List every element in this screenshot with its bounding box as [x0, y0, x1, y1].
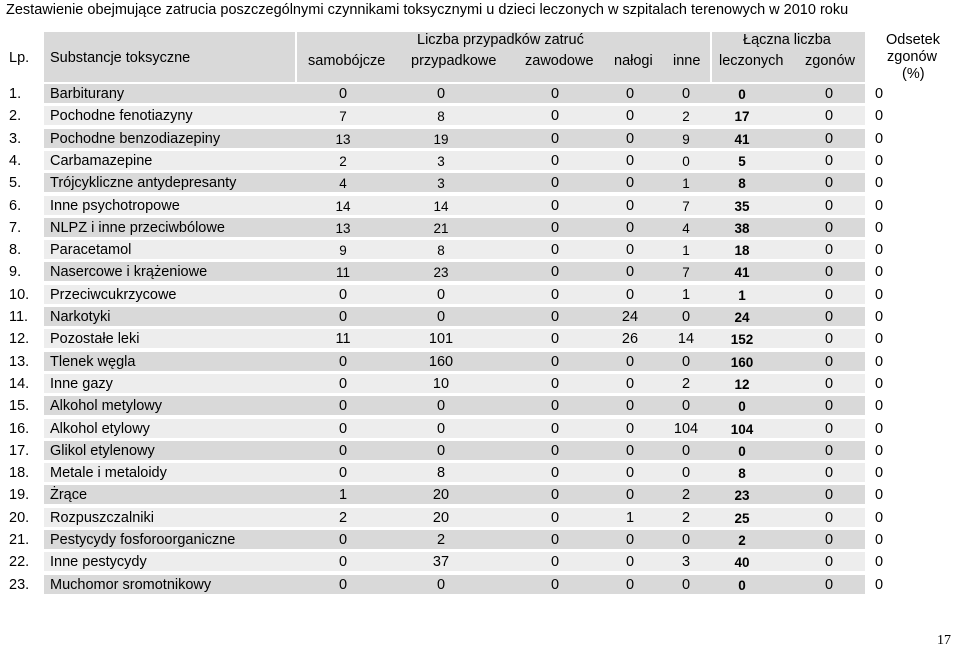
cell-zawodowe: 0: [550, 465, 560, 481]
cell-samobojcze: 0: [338, 443, 348, 459]
cell-zgonow: 0: [824, 108, 834, 124]
cell-zawodowe: 0: [550, 398, 560, 414]
cell-odsetek: 0: [874, 309, 884, 325]
cell-przypadkowe: 3: [437, 176, 445, 191]
cell-zgonow: 0: [824, 532, 834, 548]
cell-zawodowe: 0: [550, 487, 560, 503]
cell-inne: 2: [681, 487, 691, 503]
cell-przypadkowe: 8: [437, 243, 445, 258]
cell-leczonych: 2: [738, 533, 746, 548]
cell-nalogi: 0: [625, 220, 635, 236]
cell-zawodowe: 0: [550, 131, 560, 147]
cell-zgonow: 0: [824, 287, 834, 303]
cell-zgonow: 0: [824, 242, 834, 258]
cell-leczonych: 160: [730, 355, 754, 370]
cell-zawodowe: 0: [550, 287, 560, 303]
cell-inne: 2: [681, 376, 691, 392]
cell-leczonych: 41: [734, 132, 750, 147]
cell-odsetek: 0: [874, 264, 884, 280]
cell-nalogi: 0: [625, 131, 635, 147]
table-row: [0, 374, 960, 394]
cell-odsetek: 0: [874, 421, 884, 437]
cell-odsetek: 0: [874, 554, 884, 570]
cell-odsetek: 0: [874, 131, 884, 147]
substance-name: Żrące: [50, 487, 88, 503]
cell-zawodowe: 0: [550, 421, 560, 437]
header-col-accidental: przypadkowe: [411, 53, 497, 69]
cell-leczonych: 23: [734, 488, 750, 503]
substance-name: Pestycydy fosforoorganiczne: [50, 532, 236, 548]
cell-zgonow: 0: [824, 465, 834, 481]
row-number: 3.: [9, 131, 22, 147]
cell-leczonych: 18: [734, 243, 750, 258]
table-row: [0, 329, 960, 349]
cell-leczonych: 40: [734, 555, 750, 570]
row-number: 8.: [9, 242, 22, 258]
row-number: 6.: [9, 198, 22, 214]
cell-odsetek: 0: [874, 487, 884, 503]
cell-zgonow: 0: [824, 510, 834, 526]
row-number: 20.: [9, 510, 30, 526]
cell-zgonow: 0: [824, 175, 834, 191]
cell-przypadkowe: 21: [433, 221, 449, 236]
cell-nalogi: 0: [625, 487, 635, 503]
cell-przypadkowe: 3: [437, 154, 445, 169]
cell-nalogi: 24: [621, 309, 639, 325]
cell-nalogi: 0: [625, 175, 635, 191]
cell-inne: 4: [682, 221, 690, 236]
substance-name: Inne pestycydy: [50, 554, 147, 570]
cell-zawodowe: 0: [550, 532, 560, 548]
header-col-other: inne: [673, 53, 701, 69]
cell-zawodowe: 0: [550, 309, 560, 325]
cell-nalogi: 0: [625, 465, 635, 481]
table-row: [0, 463, 960, 483]
cell-nalogi: 0: [625, 108, 635, 124]
cell-odsetek: 0: [874, 398, 884, 414]
cell-zawodowe: 0: [550, 198, 560, 214]
cell-leczonych: 17: [734, 109, 750, 124]
cell-inne: 14: [677, 331, 695, 347]
substance-name: Metale i metaloidy: [50, 465, 167, 481]
cell-zgonow: 0: [824, 376, 834, 392]
cell-samobojcze: 9: [339, 243, 347, 258]
cell-przypadkowe: 8: [437, 109, 445, 124]
row-number: 15.: [9, 398, 30, 414]
header-substance: Substancje toksyczne: [50, 50, 191, 66]
cell-inne: 0: [681, 309, 691, 325]
cell-odsetek: 0: [874, 532, 884, 548]
cell-odsetek: 0: [874, 465, 884, 481]
cell-leczonych: 152: [730, 332, 754, 347]
cell-zgonow: 0: [824, 554, 834, 570]
cell-inne: 0: [681, 354, 691, 370]
table-row: [0, 352, 960, 372]
cell-przypadkowe: 10: [432, 376, 450, 392]
cell-nalogi: 0: [625, 532, 635, 548]
substance-name: Carbamazepine: [50, 153, 153, 169]
cell-zawodowe: 0: [550, 554, 560, 570]
cell-samobojcze: 2: [338, 510, 348, 526]
cell-zgonow: 0: [824, 198, 834, 214]
table-row: [0, 173, 960, 193]
table-row: [0, 441, 960, 461]
cell-samobojcze: 0: [338, 376, 348, 392]
cell-nalogi: 0: [625, 398, 635, 414]
cell-inne: 2: [681, 510, 691, 526]
substance-name: Narkotyki: [50, 309, 111, 325]
cell-odsetek: 0: [874, 376, 884, 392]
cell-inne: 1: [682, 243, 690, 258]
substance-name: Alkohol metylowy: [50, 398, 163, 414]
table-row: [0, 218, 960, 238]
cell-odsetek: 0: [874, 443, 884, 459]
table-row: [0, 196, 960, 216]
table-row: [0, 285, 960, 305]
cell-odsetek: 0: [874, 86, 884, 102]
row-number: 1.: [9, 86, 22, 102]
cell-przypadkowe: 0: [436, 398, 446, 414]
cell-zawodowe: 0: [550, 175, 560, 191]
cell-samobojcze: 0: [338, 532, 348, 548]
row-number: 22.: [9, 554, 30, 570]
table-row: [0, 106, 960, 126]
substance-name: Pochodne benzodiazepiny: [50, 131, 221, 147]
header-col-treated: leczonych: [719, 53, 784, 69]
row-number: 14.: [9, 376, 30, 392]
row-number: 2.: [9, 108, 22, 124]
cell-przypadkowe: 0: [436, 86, 446, 102]
row-number: 21.: [9, 532, 30, 548]
header-group-cases: Liczba przypadków zatruć: [417, 32, 584, 48]
cell-inne: 0: [681, 443, 691, 459]
cell-samobojcze: 0: [338, 465, 348, 481]
substance-name: Pochodne fenotiazyny: [50, 108, 193, 124]
table-row: [0, 485, 960, 505]
cell-samobojcze: 11: [335, 265, 350, 280]
cell-odsetek: 0: [874, 510, 884, 526]
cell-zgonow: 0: [824, 443, 834, 459]
cell-zgonow: 0: [824, 220, 834, 236]
table-row: [0, 530, 960, 550]
cell-zawodowe: 0: [550, 220, 560, 236]
substance-name: Trójcykliczne antydepresanty: [50, 175, 237, 191]
cell-leczonych: 1: [738, 288, 746, 303]
cell-odsetek: 0: [874, 220, 884, 236]
row-number: 4.: [9, 153, 22, 169]
cell-nalogi: 0: [625, 554, 635, 570]
cell-nalogi: 0: [625, 443, 635, 459]
cell-zawodowe: 0: [550, 510, 560, 526]
cell-leczonych: 8: [738, 466, 746, 481]
cell-inne: 0: [682, 154, 690, 169]
cell-leczonych: 12: [734, 377, 750, 392]
cell-inne: 7: [682, 199, 690, 214]
cell-inne: 0: [681, 532, 691, 548]
cell-przypadkowe: 37: [432, 554, 450, 570]
cell-zawodowe: 0: [550, 153, 560, 169]
cell-przypadkowe: 23: [433, 265, 449, 280]
header-pct-line2: zgonów: [887, 49, 937, 65]
cell-samobojcze: 14: [335, 199, 351, 214]
cell-przypadkowe: 0: [436, 309, 446, 325]
cell-nalogi: 1: [625, 510, 635, 526]
cell-leczonych: 35: [734, 199, 750, 214]
cell-zawodowe: 0: [550, 108, 560, 124]
cell-zawodowe: 0: [550, 443, 560, 459]
cell-zgonow: 0: [824, 309, 834, 325]
cell-zgonow: 0: [824, 398, 834, 414]
cell-zgonow: 0: [824, 421, 834, 437]
cell-samobojcze: 0: [338, 309, 348, 325]
cell-zawodowe: 0: [550, 264, 560, 280]
substance-name: Barbiturany: [50, 86, 125, 102]
cell-przypadkowe: 160: [428, 354, 454, 370]
header-col-deaths: zgonów: [805, 53, 855, 69]
cell-samobojcze: 13: [335, 221, 351, 236]
substance-name: Pozostałe leki: [50, 331, 140, 347]
row-number: 19.: [9, 487, 30, 503]
cell-samobojcze: 4: [339, 176, 347, 191]
table-row: [0, 307, 960, 327]
cell-przypadkowe: 19: [433, 132, 449, 147]
cell-inne: 104: [673, 421, 699, 437]
cell-przypadkowe: 8: [436, 465, 446, 481]
cell-leczonych: 8: [738, 176, 746, 191]
cell-zawodowe: 0: [550, 354, 560, 370]
header-col-suicidal: samobójcze: [308, 53, 386, 69]
cell-leczonych: 104: [730, 422, 754, 437]
cell-inne: 0: [681, 577, 691, 593]
cell-zgonow: 0: [824, 331, 834, 347]
substance-name: Rozpuszczalniki: [50, 510, 154, 526]
table-row: [0, 84, 960, 104]
cell-zawodowe: 0: [550, 331, 560, 347]
substance-name: Inne gazy: [50, 376, 113, 392]
cell-odsetek: 0: [874, 175, 884, 191]
cell-odsetek: 0: [874, 108, 884, 124]
substance-name: Glikol etylenowy: [50, 443, 155, 459]
cell-odsetek: 0: [874, 287, 884, 303]
cell-nalogi: 0: [625, 421, 635, 437]
cell-przypadkowe: 0: [436, 577, 446, 593]
header-group-total: Łączna liczba: [743, 32, 831, 48]
cell-samobojcze: 0: [338, 398, 348, 414]
cell-odsetek: 0: [874, 153, 884, 169]
cell-przypadkowe: 0: [436, 421, 446, 437]
row-number: 7.: [9, 220, 22, 236]
table-row: [0, 396, 960, 416]
substance-name: Inne psychotropowe: [50, 198, 180, 214]
cell-inne: 3: [681, 554, 691, 570]
cell-przypadkowe: 20: [432, 487, 450, 503]
cell-inne: 1: [682, 176, 690, 191]
table-row: [0, 419, 960, 439]
cell-nalogi: 0: [625, 86, 635, 102]
cell-inne: 0: [681, 465, 691, 481]
cell-samobojcze: 0: [338, 354, 348, 370]
cell-zgonow: 0: [824, 354, 834, 370]
cell-leczonych: 0: [738, 444, 746, 459]
cell-nalogi: 26: [621, 331, 639, 347]
cell-odsetek: 0: [874, 354, 884, 370]
cell-samobojcze: 13: [335, 132, 351, 147]
table-row: [0, 575, 960, 595]
cell-samobojcze: 11: [335, 331, 351, 347]
row-number: 12.: [9, 331, 30, 347]
cell-leczonych: 0: [738, 578, 746, 593]
cell-samobojcze: 2: [339, 154, 347, 169]
table-row: [0, 508, 960, 528]
table-row: [0, 240, 960, 260]
table-row: [0, 151, 960, 171]
row-number: 5.: [9, 175, 22, 191]
cell-inne: 0: [681, 398, 691, 414]
cell-przypadkowe: 20: [432, 510, 450, 526]
page-number: 17: [937, 633, 951, 648]
cell-odsetek: 0: [874, 577, 884, 593]
cell-leczonych: 0: [738, 87, 746, 102]
cell-odsetek: 0: [874, 198, 884, 214]
table-row: [0, 552, 960, 572]
cell-zawodowe: 0: [550, 86, 560, 102]
cell-zawodowe: 0: [550, 577, 560, 593]
substance-name: Muchomor sromotnikowy: [50, 577, 212, 593]
cell-przypadkowe: 2: [436, 532, 446, 548]
header-pct-line1: Odsetek: [886, 32, 940, 48]
cell-zgonow: 0: [824, 264, 834, 280]
cell-nalogi: 0: [625, 198, 635, 214]
cell-przypadkowe: 0: [436, 287, 446, 303]
cell-zawodowe: 0: [550, 376, 560, 392]
cell-samobojcze: 0: [338, 577, 348, 593]
cell-przypadkowe: 14: [433, 199, 449, 214]
cell-nalogi: 0: [625, 153, 635, 169]
substance-name: Przeciwcukrzycowe: [50, 287, 177, 303]
row-number: 17.: [9, 443, 30, 459]
cell-inne: 0: [681, 86, 691, 102]
row-number: 10.: [9, 287, 30, 303]
row-number: 18.: [9, 465, 30, 481]
header-col-occupational: zawodowe: [525, 53, 594, 69]
cell-nalogi: 0: [625, 264, 635, 280]
cell-zgonow: 0: [824, 487, 834, 503]
table-row: [0, 129, 960, 149]
cell-samobojcze: 7: [339, 109, 347, 124]
cell-odsetek: 0: [874, 242, 884, 258]
row-number: 11.: [9, 309, 29, 325]
cell-leczonych: 5: [738, 154, 746, 169]
cell-samobojcze: 0: [338, 287, 348, 303]
substance-name: Paracetamol: [50, 242, 132, 258]
cell-samobojcze: 0: [338, 554, 348, 570]
cell-inne: 1: [681, 287, 691, 303]
substance-name: Nasercowe i krążeniowe: [50, 264, 208, 280]
cell-leczonych: 24: [734, 310, 750, 325]
cell-inne: 2: [682, 109, 690, 124]
cell-nalogi: 0: [625, 577, 635, 593]
table-row: [0, 262, 960, 282]
page-title: Zestawienie obejmujące zatrucia poszczególnymi czynnikami toksycznymi u dzieci leczonych w szpitalach terenowych w 2010 roku: [6, 2, 849, 18]
row-number: 9.: [9, 264, 22, 280]
cell-leczonych: 25: [734, 511, 750, 526]
cell-nalogi: 0: [625, 287, 635, 303]
row-number: 13.: [9, 354, 30, 370]
cell-inne: 9: [682, 132, 690, 147]
cell-zgonow: 0: [824, 153, 834, 169]
cell-zgonow: 0: [824, 577, 834, 593]
row-number: 16.: [9, 421, 30, 437]
cell-inne: 7: [682, 265, 690, 280]
cell-nalogi: 0: [625, 354, 635, 370]
header-lp: Lp.: [9, 50, 30, 66]
cell-zgonow: 0: [824, 131, 834, 147]
cell-przypadkowe: 101: [428, 331, 454, 347]
cell-przypadkowe: 0: [436, 443, 446, 459]
substance-name: Alkohol etylowy: [50, 421, 150, 437]
substance-name: Tlenek węgla: [50, 354, 136, 370]
cell-leczonych: 0: [738, 399, 746, 414]
cell-leczonych: 41: [734, 265, 750, 280]
header-pct-line3: (%): [902, 66, 925, 82]
cell-leczonych: 38: [734, 221, 750, 236]
row-number: 23.: [9, 577, 30, 593]
header-col-addiction: nałogi: [614, 53, 653, 69]
substance-name: NLPZ i inne przeciwbólowe: [50, 220, 225, 236]
cell-nalogi: 0: [625, 376, 635, 392]
cell-zgonow: 0: [824, 86, 834, 102]
cell-odsetek: 0: [874, 331, 884, 347]
cell-samobojcze: 0: [338, 86, 348, 102]
cell-nalogi: 0: [625, 242, 635, 258]
cell-samobojcze: 0: [338, 421, 348, 437]
cell-zawodowe: 0: [550, 242, 560, 258]
cell-samobojcze: 1: [338, 487, 348, 503]
